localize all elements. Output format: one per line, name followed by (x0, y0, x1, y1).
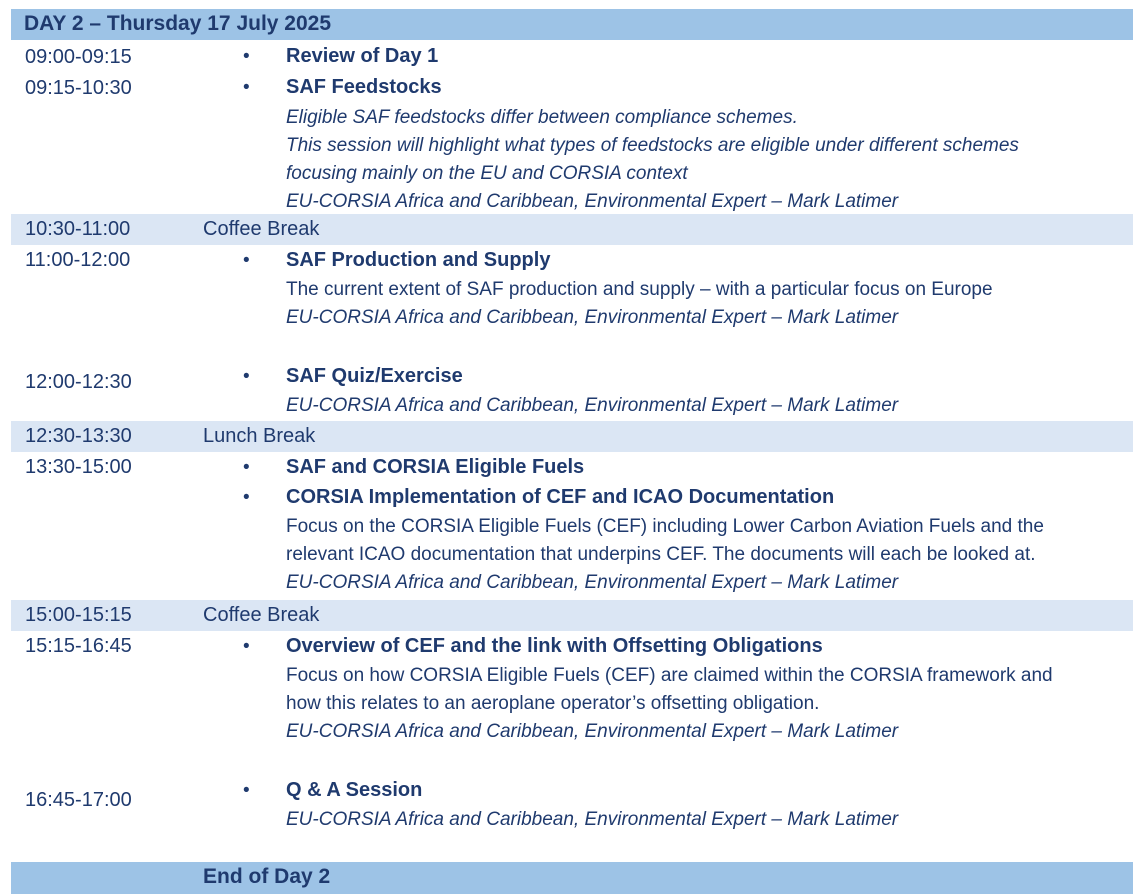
session-description: This session will highlight what types of feedstocks are eligible under different schemes (286, 135, 1019, 156)
speaker-line: EU-CORSIA Africa and Caribbean, Environmental Expert – Mark Latimer (286, 809, 899, 830)
session-description: The current extent of SAF production and supply – with a particular focus on Europe (286, 279, 993, 300)
session-description: Eligible SAF feedstocks differ between compliance schemes. (286, 107, 798, 128)
time-slot: 10:30-11:00 (25, 218, 131, 240)
bullet: • (243, 250, 250, 271)
time-slot: 13:30-15:00 (25, 456, 132, 478)
bullet: • (243, 77, 250, 98)
time-slot: 12:30-13:30 (25, 425, 132, 447)
session-description: focusing mainly on the EU and CORSIA context (286, 163, 688, 184)
break-row-coffee (11, 214, 1133, 245)
bullet: • (243, 366, 250, 387)
break-row-lunch (11, 421, 1133, 452)
speaker-line: EU-CORSIA Africa and Caribbean, Environmental Expert – Mark Latimer (286, 307, 899, 328)
time-slot: 11:00-12:00 (25, 249, 131, 271)
session-title: SAF and CORSIA Eligible Fuels (286, 456, 585, 478)
end-of-day-band (11, 862, 1133, 894)
time-slot: 09:00-09:15 (25, 46, 132, 68)
session-title: Overview of CEF and the link with Offsetting Obligations (286, 635, 823, 657)
session-block-2 (11, 245, 1133, 421)
bullet: • (243, 46, 250, 67)
break-label: Coffee Break (203, 604, 320, 626)
speaker-line: EU-CORSIA Africa and Caribbean, Environmental Expert – Mark Latimer (286, 721, 899, 742)
session-title: SAF Production and Supply (286, 249, 551, 271)
day-header: DAY 2 – Thursday 17 July 2025 (24, 12, 332, 35)
speaker-line: EU-CORSIA Africa and Caribbean, Environmental Expert – Mark Latimer (286, 191, 899, 212)
break-row-coffee (11, 600, 1133, 631)
bullet: • (243, 457, 250, 478)
bullet: • (243, 780, 250, 801)
session-block-3 (11, 452, 1133, 600)
session-title: Q & A Session (286, 779, 423, 801)
speaker-line: EU-CORSIA Africa and Caribbean, Environmental Expert – Mark Latimer (286, 395, 899, 416)
session-description: Focus on the CORSIA Eligible Fuels (CEF) including Lower Carbon Aviation Fuels and the (286, 516, 1044, 537)
bullet: • (243, 487, 250, 508)
session-block-4 (11, 631, 1133, 862)
session-block-1 (11, 40, 1133, 214)
time-slot: 09:15-10:30 (25, 77, 132, 99)
session-title: SAF Quiz/Exercise (286, 365, 463, 387)
time-slot: 12:00-12:30 (25, 371, 132, 393)
session-title: CORSIA Implementation of CEF and ICAO Documentation (286, 486, 835, 508)
time-slot: 16:45-17:00 (25, 789, 132, 811)
time-slot: 15:00-15:15 (25, 604, 132, 626)
bullet: • (243, 636, 250, 657)
session-description: how this relates to an aeroplane operator’s offsetting obligation. (286, 693, 820, 714)
break-label: Lunch Break (203, 425, 316, 447)
session-title: SAF Feedstocks (286, 76, 442, 98)
agenda-document (11, 9, 1133, 894)
day-header-band (11, 9, 1133, 40)
session-description: relevant ICAO documentation that underpins CEF. The documents will each be looked at. (286, 544, 1036, 565)
time-slot: 15:15-16:45 (25, 635, 132, 657)
break-label: Coffee Break (203, 218, 320, 240)
session-title: Review of Day 1 (286, 45, 439, 67)
session-description: Focus on how CORSIA Eligible Fuels (CEF) are claimed within the CORSIA framework and (286, 665, 1053, 686)
speaker-line: EU-CORSIA Africa and Caribbean, Environmental Expert – Mark Latimer (286, 572, 899, 593)
end-of-day-label: End of Day 2 (203, 865, 331, 888)
